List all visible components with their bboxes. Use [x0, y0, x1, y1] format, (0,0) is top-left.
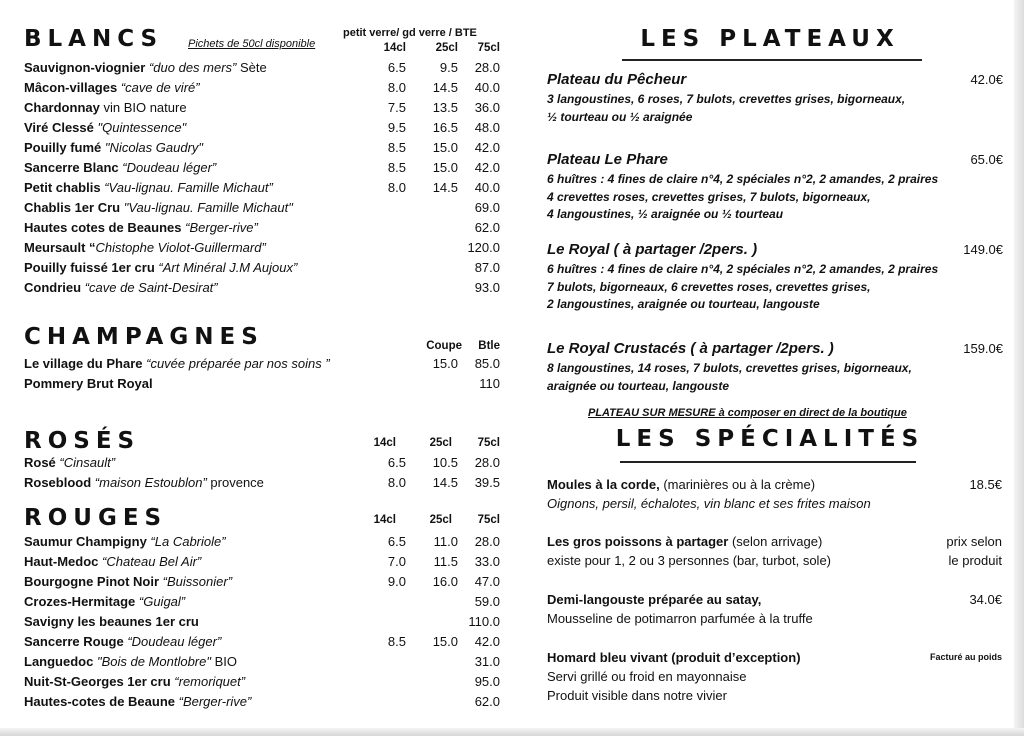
plateau-name: Plateau Le Phare: [547, 151, 668, 168]
wine-row: [24, 652, 502, 672]
wine-extra: vin BIO nature: [103, 100, 187, 115]
price-14cl: 8.5: [387, 140, 406, 155]
price-14cl: 6.5: [387, 534, 406, 549]
price-14cl: 8.5: [387, 634, 406, 649]
wine-desc: “Art Minéral J.M Aujoux”: [158, 260, 298, 275]
wine-desc: “La Cabriole”: [150, 534, 226, 549]
section-title-champagnes: CHAMPAGNES: [24, 324, 264, 350]
price-75cl: 42.0: [474, 140, 500, 155]
price-btle: 110: [479, 376, 500, 391]
wine-name: Sauvignon-viognier: [24, 60, 146, 75]
plateau-price: 65.0€: [970, 152, 1003, 167]
price-25cl: 14.5: [432, 475, 458, 490]
wine-row: [24, 473, 502, 493]
specialite-item: [547, 475, 1002, 513]
price-75cl: 33.0: [474, 554, 500, 569]
section-title-blancs: BLANCS: [24, 26, 164, 52]
wine-desc: “cuvée préparée par nos soins ”: [146, 356, 330, 371]
price-75cl: 40.0: [474, 80, 500, 95]
price-75cl: 62.0: [474, 694, 500, 709]
specialite-desc: Servi grillé ou froid en mayonnaise: [547, 669, 747, 684]
wine-row: [24, 238, 502, 258]
price-14cl: 9.5: [387, 120, 406, 135]
wine-name: Sancerre Blanc: [24, 160, 119, 175]
price-75cl: 40.0: [474, 180, 500, 195]
price-25cl: 15.0: [432, 634, 458, 649]
seafood-column: [530, 0, 1010, 736]
wine-row: [24, 178, 502, 198]
specialite-item: [547, 648, 1002, 705]
price-75cl: 48.0: [474, 120, 500, 135]
wine-desc: “Buissonier”: [162, 574, 233, 589]
specialite-name: Homard bleu vivant (produit d’exception): [547, 650, 801, 665]
col-header-btle: Btle: [478, 340, 500, 352]
price-25cl: 16.5: [432, 120, 458, 135]
price-75cl: 93.0: [474, 280, 500, 295]
specialites-underline: [620, 461, 916, 463]
wine-row: [24, 78, 502, 98]
wine-row: [24, 118, 502, 138]
price-14cl: 8.0: [387, 475, 406, 490]
price-btle: 85.0: [474, 356, 500, 371]
col-header-75cl: 75cl: [477, 514, 500, 526]
wine-extra: provence: [210, 475, 264, 490]
wine-row: [24, 258, 502, 278]
price-14cl: 7.5: [387, 100, 406, 115]
wine-desc: “remoriquet”: [174, 674, 246, 689]
wine-row: [24, 138, 502, 158]
wine-desc: “Guigal”: [138, 594, 186, 609]
page-bottom-shadow: [0, 728, 1024, 736]
specialite-item: [547, 532, 1002, 570]
section-title-roses: ROSÉS: [24, 428, 141, 454]
glass-size-header: petit verre/ gd verre / BTE: [343, 27, 477, 39]
wine-row: [24, 632, 502, 652]
wine-extra: Sète: [240, 60, 267, 75]
specialite-name: Moules à la corde,: [547, 477, 660, 492]
plateau-desc-line: 4 langoustines, ½ araignée ou ½ tourteau: [547, 207, 784, 221]
wine-desc: “Berger-rive”: [178, 694, 252, 709]
wine-desc: “cave de viré”: [120, 80, 200, 95]
specialite-desc: Oignons, persil, échalotes, vin blanc et ses frites maison: [547, 496, 871, 511]
wine-row: [24, 158, 502, 178]
price-75cl: 28.0: [474, 455, 500, 470]
champagnes-list: [24, 354, 502, 394]
specialite-desc: Mousseline de potimarron parfumée à la truffe: [547, 611, 813, 626]
plateau-item: [547, 70, 1003, 126]
wine-desc: “Doudeau léger”: [127, 634, 222, 649]
wine-name: Nuit-St-Georges 1er cru: [24, 674, 171, 689]
plateau-desc-line: 2 langoustines, araignée ou tourteau, langouste: [547, 297, 820, 311]
specialite-price: prix selon: [946, 534, 1002, 549]
plateau-item: [547, 339, 1003, 395]
wine-name: Pouilly fumé: [24, 140, 102, 155]
wine-name: Petit chablis: [24, 180, 101, 195]
wine-extra: BIO: [214, 654, 238, 669]
col-header-14cl: 14cl: [383, 42, 406, 54]
price-25cl: 15.0: [432, 140, 458, 155]
col-header-75cl: 75cl: [477, 42, 500, 54]
wine-name: Bourgogne Pinot Noir: [24, 574, 160, 589]
specialite-price-cont: le produit: [948, 553, 1002, 568]
specialite-price: 18.5€: [969, 477, 1002, 492]
plateau-desc: [547, 261, 1003, 314]
wine-name: Saumur Champigny: [24, 534, 147, 549]
wine-row: [24, 218, 502, 238]
wine-name: Condrieu: [24, 280, 82, 295]
plateau-item: [547, 150, 1003, 224]
wine-row: [24, 58, 502, 78]
plateau-price: 159.0€: [963, 341, 1003, 356]
price-14cl: 9.0: [387, 574, 406, 589]
plateau-desc: [547, 91, 1003, 126]
price-coupe: 15.0: [432, 356, 458, 371]
plateau-name: Plateau du Pêcheur: [547, 71, 687, 88]
plateau-item: [547, 240, 1003, 314]
plateau-desc-line: 8 langoustines, 14 roses, 7 bulots, crevettes grises, bigorneaux,: [547, 361, 912, 375]
price-25cl: 14.5: [432, 80, 458, 95]
wine-desc: “maison Estoublon”: [94, 475, 207, 490]
specialite-title-line: [547, 590, 1002, 609]
plateau-desc-line: araignée ou tourteau, langouste: [547, 378, 730, 393]
price-25cl: 14.5: [432, 180, 458, 195]
specialite-note: (marinières ou à la crème): [659, 477, 816, 492]
section-title-specialites: LES SPÉCIALITÉS: [615, 426, 925, 452]
wine-name: Meursault “: [24, 240, 96, 255]
specialite-title-line: [547, 532, 1002, 551]
price-75cl: 87.0: [474, 260, 500, 275]
wine-row: [24, 532, 502, 552]
plateau-desc-line: 3 langoustines, 6 roses, 7 bulots, crevettes grises, bigorneaux,: [547, 92, 906, 106]
wine-name: Rosé: [24, 455, 56, 470]
wine-desc: “Doudeau léger”: [122, 160, 217, 175]
col-header-25cl: 25cl: [435, 42, 458, 54]
price-75cl: 69.0: [474, 200, 500, 215]
wine-desc: “Chateau Bel Air”: [102, 554, 202, 569]
price-75cl: 120.0: [467, 240, 500, 255]
wine-desc: "Nicolas Gaudry": [104, 140, 204, 155]
wine-row: [24, 572, 502, 592]
wine-name: Chablis 1er Cru: [24, 200, 121, 215]
wine-desc: Chistophe Violot-Guillermard”: [95, 240, 266, 255]
wine-name: Sancerre Rouge: [24, 634, 124, 649]
price-75cl: 36.0: [474, 100, 500, 115]
wine-desc: “Berger-rive”: [185, 220, 258, 235]
wine-row: [24, 278, 502, 298]
price-25cl: 15.0: [432, 160, 458, 175]
wine-row: [24, 198, 502, 218]
wine-row: [24, 692, 502, 712]
wine-name: Savigny les beaunes 1er cru: [24, 614, 199, 629]
wine-desc: “Cinsault”: [59, 455, 116, 470]
specialite-desc: existe pour 1, 2 ou 3 personnes (bar, turbot, sole): [547, 553, 832, 568]
price-25cl: 9.5: [439, 60, 458, 75]
wine-row: [24, 98, 502, 118]
plateau-name: Le Royal ( à partager /2pers. ): [547, 241, 758, 258]
pichets-note: Pichets de 50cl disponible: [188, 38, 316, 50]
specialite-price: 34.0€: [969, 592, 1002, 607]
plateau-price: 42.0€: [970, 72, 1003, 87]
wine-name: Pommery Brut Royal: [24, 376, 153, 391]
wine-name: Languedoc: [24, 654, 94, 669]
col-header-25cl: 25cl: [429, 514, 452, 526]
price-14cl: 8.0: [387, 180, 406, 195]
section-title-rouges: ROUGES: [24, 505, 168, 531]
price-25cl: 13.5: [432, 100, 458, 115]
plateau-desc-line: 7 bulots, bigorneaux, 6 crevettes roses, crevettes grises,: [547, 279, 871, 294]
wine-row: [24, 612, 502, 632]
wine-row: [24, 354, 502, 374]
wine-name: Hautes-cotes de Beaune: [24, 694, 175, 709]
col-header-75cl: 75cl: [477, 437, 500, 449]
price-75cl: 28.0: [474, 60, 500, 75]
wine-row: [24, 672, 502, 692]
col-header-25cl: 25cl: [429, 437, 452, 449]
wine-desc: “Vau-lignau. Famille Michaut”: [104, 180, 273, 195]
plateau-desc: [547, 171, 1003, 224]
wine-desc: “duo des mers”: [148, 60, 237, 75]
price-75cl: 42.0: [474, 634, 500, 649]
specialite-price-note: Facturé au poids: [929, 652, 1002, 662]
price-25cl: 16.0: [432, 574, 458, 589]
wine-name: Le village du Phare: [24, 356, 143, 371]
price-75cl: 62.0: [474, 220, 500, 235]
wine-name: Chardonnay: [24, 100, 100, 115]
price-75cl: 110.0: [468, 614, 500, 629]
page-edge-shadow: [1014, 0, 1024, 736]
price-14cl: 8.0: [387, 80, 406, 95]
price-25cl: 11.5: [433, 554, 458, 569]
wine-name: Crozes-Hermitage: [24, 594, 136, 609]
wine-name: Roseblood: [24, 475, 92, 490]
roses-list: [24, 453, 502, 493]
wine-row: [24, 552, 502, 572]
specialite-desc: Produit visible dans notre vivier: [547, 688, 727, 703]
wine-name: Mâcon-villages: [24, 80, 118, 95]
price-75cl: 59.0: [474, 594, 500, 609]
specialite-item: [547, 590, 1002, 628]
col-header-14cl: 14cl: [373, 437, 396, 449]
plateau-desc-line: 6 huîtres : 4 fines de claire n°4, 2 spéciales n°2, 2 amandes, 2 praires: [547, 262, 939, 276]
wine-name: Viré Clessé: [24, 120, 94, 135]
col-header-coupe: Coupe: [426, 340, 462, 352]
plateau-desc-line: ½ tourteau ou ½ araignée: [547, 109, 693, 124]
specialite-title-line: [547, 475, 1002, 494]
price-75cl: 31.0: [474, 654, 500, 669]
price-14cl: 6.5: [387, 455, 406, 470]
section-title-plateaux: LES PLATEAUX: [640, 26, 900, 52]
wine-desc: "Bois de Montlobre": [96, 654, 211, 669]
price-75cl: 42.0: [474, 160, 500, 175]
specialite-note: (selon arrivage): [728, 534, 823, 549]
price-75cl: 47.0: [474, 574, 500, 589]
price-14cl: 8.5: [387, 160, 406, 175]
plateau-desc-line: 6 huîtres : 4 fines de claire n°4, 2 spéciales n°2, 2 amandes, 2 praires: [547, 172, 939, 186]
price-14cl: 6.5: [387, 60, 406, 75]
wine-name: Hautes cotes de Beaunes: [24, 220, 182, 235]
price-25cl: 11.0: [433, 534, 458, 549]
rouges-list: [24, 532, 502, 712]
price-75cl: 39.5: [474, 475, 500, 490]
price-75cl: 28.0: [474, 534, 500, 549]
wine-row: [24, 592, 502, 612]
blancs-list: [24, 58, 502, 298]
col-header-14cl: 14cl: [373, 514, 396, 526]
wine-desc: "Vau-lignau. Famille Michaut": [123, 200, 293, 215]
price-75cl: 95.0: [474, 674, 500, 689]
specialite-name: Demi-langouste préparée au satay,: [547, 592, 762, 607]
specialite-name: Les gros poissons à partager: [547, 534, 729, 549]
plateau-desc: [547, 360, 1003, 395]
plateau-price: 149.0€: [963, 242, 1003, 257]
wine-name: Haut-Medoc: [24, 554, 99, 569]
wine-desc: "Quintessence": [97, 120, 187, 135]
specialite-title-line: [547, 648, 1002, 667]
plateau-name: Le Royal Crustacés ( à partager /2pers. ): [547, 340, 834, 357]
wine-row: [24, 374, 502, 394]
price-25cl: 10.5: [432, 455, 458, 470]
price-14cl: 7.0: [387, 554, 406, 569]
plateau-desc-line: 4 crevettes roses, crevettes grises, 7 bulots, bigorneaux,: [547, 189, 871, 204]
plateau-sur-mesure-note: PLATEAU SUR MESURE à composer en direct de la boutique: [588, 407, 907, 419]
wine-name: Pouilly fuissé 1er cru: [24, 260, 155, 275]
wine-row: [24, 453, 502, 473]
wine-desc: “cave de Saint-Desirat”: [84, 280, 218, 295]
plateaux-underline: [622, 59, 922, 61]
specialite-desc-line: [547, 551, 1002, 570]
